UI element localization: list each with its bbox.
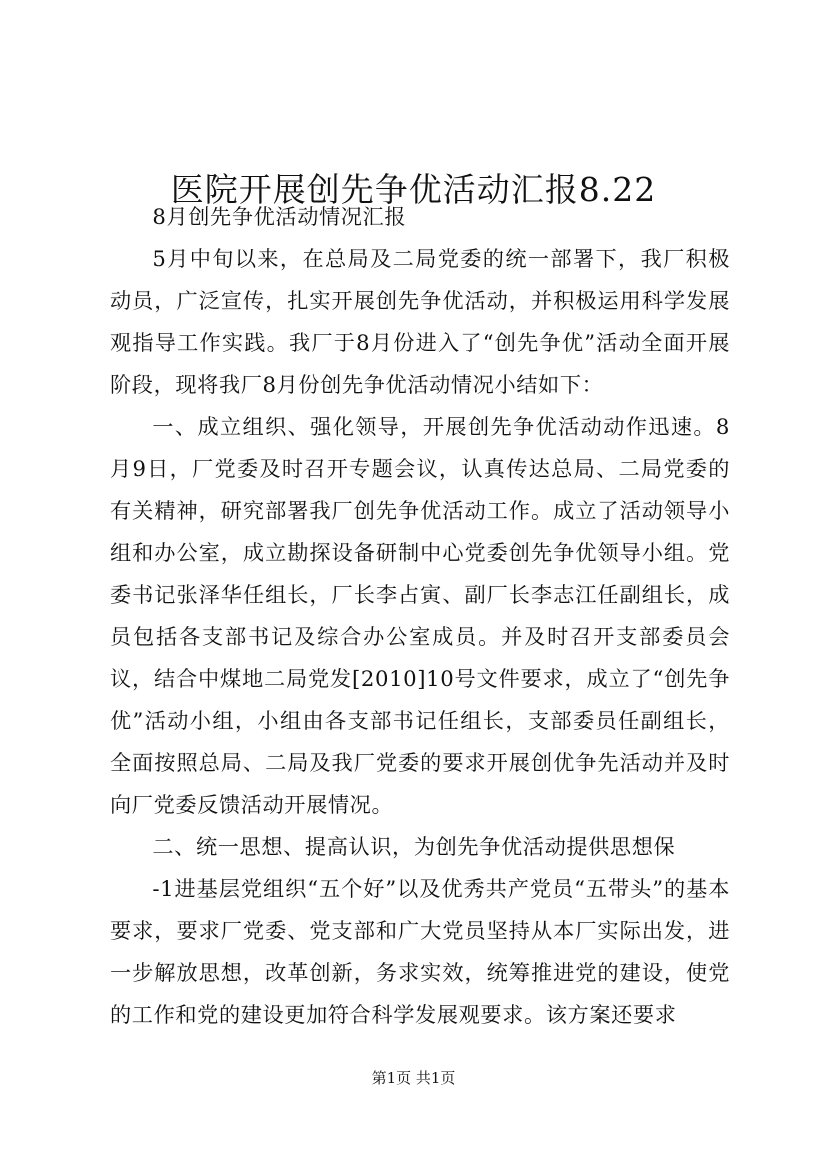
paragraph-section-two-body: -1进基层党组织“五个好”以及优秀共产党员“五带头”的基本要求，要求厂党委、党支部和广大党员坚持从本厂实际出发，进一步解放思想，改革创新，务求实效，统筹推进党的建设，使党的工作和党的建设更加符合科学发展观要求。该方案还要求 (110, 876, 730, 1027)
paragraph-section-one: 一、成立组织、强化领导，开展创先争优活动动作迅速。8月9日，厂党委及时召开专题会议，认真传达总局、二局党委的有关精神，研究部署我厂创先争优活动工作。成立了活动领导小组和办公室，成立勘探设备研制中心党委创先争优领导小组。党委书记张泽华任组长，厂长李占寅、副厂长李志江任副组长，成员包括各支部书记及综合办公室成员。并及时召开支部委员会议，结合中煤地二局党发[2010]10号文件要求，成立了“创先争优”活动小组，小组由各支部书记任组长，支部委员任副组长，全面按照总局、二局及我厂党委的要求开展创优争先活动并及时向厂党委反馈活动开展情况。 (110, 414, 730, 817)
paragraph-section-two-heading: 二、统一思想、提高认识，为创先争优活动提供思想保 (152, 834, 676, 859)
paragraph-intro: 5月中旬以来，在总局及二局党委的统一部署下，我厂积极动员，广泛宣传，扎实开展创先争优活动，并积极运用科学发展观指导工作实践。我厂于8月份进入了“创先争优”活动全面开展阶段，现将我厂8月份创先争优活动情况小结如下： (110, 246, 730, 397)
page-footer: 第1页 共1页 (371, 1069, 456, 1087)
document-body (110, 196, 730, 1036)
paragraph-subtitle: 8月创先争优活动情况汇报 (152, 204, 407, 229)
document-title: 医院开展创先争优活动汇报8.22 (170, 170, 657, 210)
